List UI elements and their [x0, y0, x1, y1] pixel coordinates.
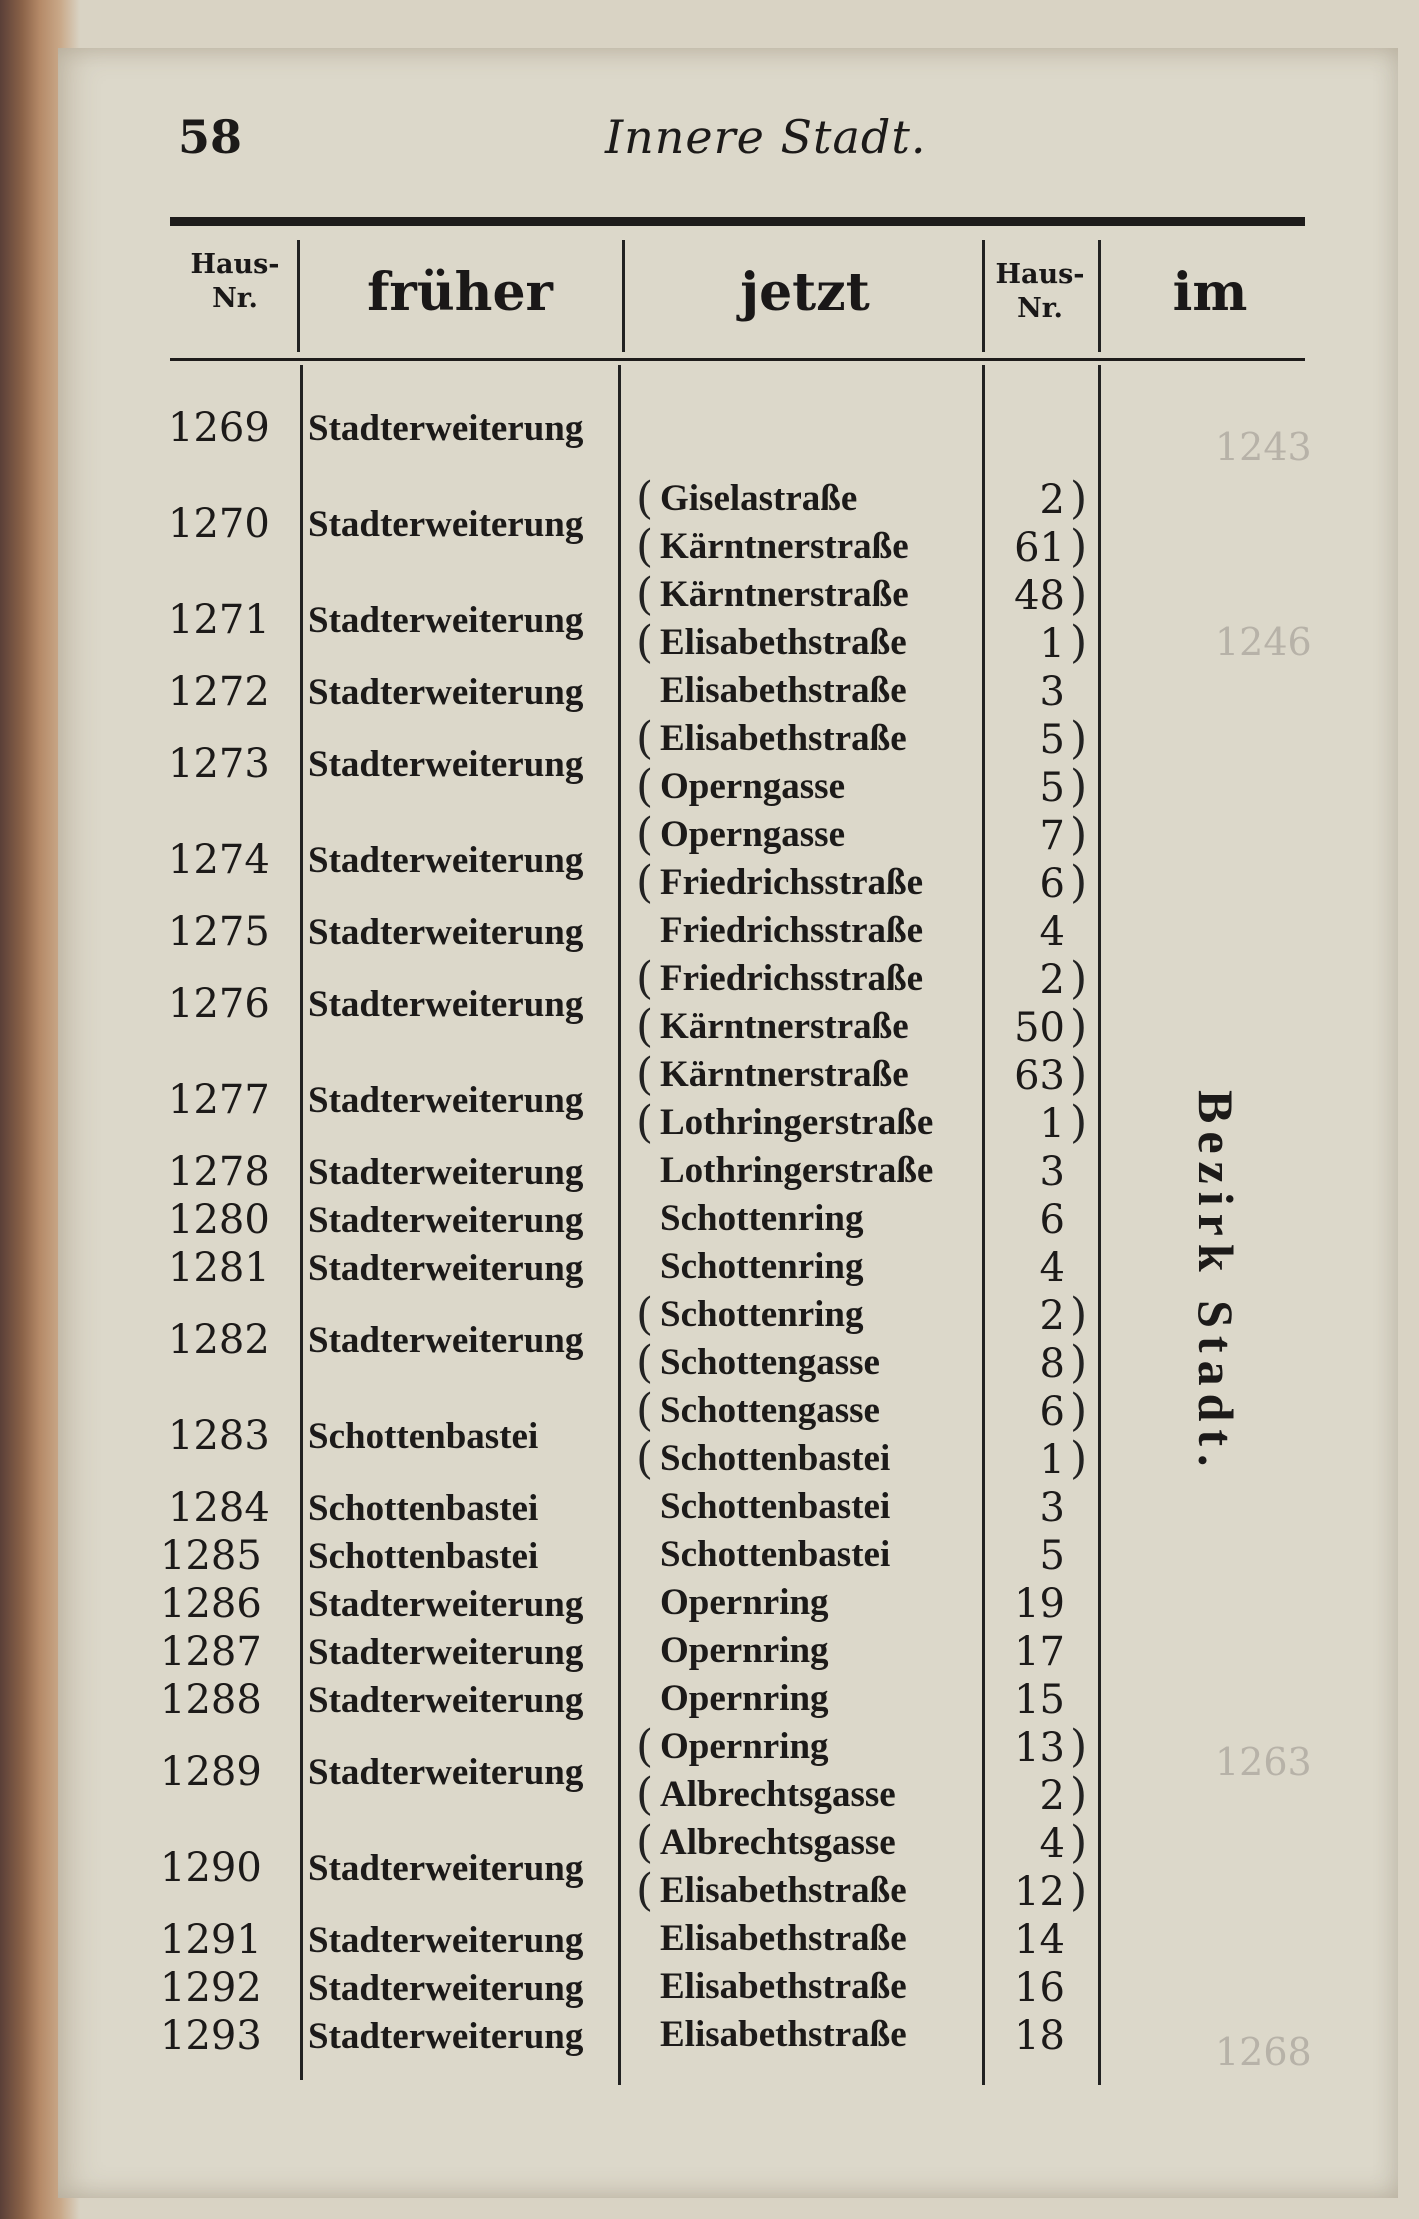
current-house-number: 7 — [1039, 813, 1065, 859]
former-location: Stadterweiterung — [308, 1248, 584, 1289]
house-number-old: 1272 — [168, 669, 270, 715]
current-house-number: 19 — [1014, 1581, 1065, 1627]
current-house-number: 4 — [1039, 1245, 1065, 1291]
former-location: Stadterweiterung — [308, 1152, 584, 1193]
current-house-number: 6 — [1039, 1389, 1065, 1435]
current-street: Giselastraße — [660, 478, 858, 519]
current-house-number: 3 — [1039, 1485, 1065, 1531]
bracket-right-icon: ) — [1070, 1289, 1088, 1340]
house-number-old: 1273 — [168, 741, 270, 787]
former-location: Stadterweiterung — [308, 408, 584, 449]
current-house-number: 4 — [1039, 1821, 1065, 1867]
bracket-left-icon: ( — [636, 521, 654, 572]
bracket-right-icon: ) — [1070, 1385, 1088, 1436]
current-house-number: 2 — [1039, 477, 1065, 523]
bracket-left-icon: ( — [636, 953, 654, 1004]
bracket-right-icon: ) — [1070, 1001, 1088, 1052]
current-street: Schottengasse — [660, 1342, 880, 1383]
bracket-right-icon: ) — [1070, 1433, 1088, 1484]
former-location: Schottenbastei — [308, 1488, 539, 1529]
current-house-number: 2 — [1039, 1773, 1065, 1819]
header-hausnr: Haus- Nr. — [190, 249, 280, 314]
current-house-number: 3 — [1039, 1149, 1065, 1195]
header-bottom-rule — [170, 358, 1305, 361]
current-house-number: 4 — [1039, 909, 1065, 955]
former-location: Stadterweiterung — [308, 1200, 584, 1241]
former-location: Stadterweiterung — [308, 744, 584, 785]
former-location: Stadterweiterung — [308, 1320, 584, 1361]
house-number-old: 1286 — [160, 1581, 262, 1627]
bracket-left-icon: ( — [636, 617, 654, 668]
house-number-old: 1283 — [168, 1413, 270, 1459]
current-house-number: 2 — [1039, 1293, 1065, 1339]
bracket-left-icon: ( — [636, 1049, 654, 1100]
house-number-old: 1275 — [168, 909, 270, 955]
former-location: Stadterweiterung — [308, 984, 584, 1025]
house-number-old: 1282 — [168, 1317, 270, 1363]
current-street: Friedrichsstraße — [660, 958, 924, 999]
house-number-old: 1285 — [160, 1533, 262, 1579]
bracket-right-icon: ) — [1070, 761, 1088, 812]
current-street: Elisabethstraße — [660, 670, 907, 711]
current-street: Elisabethstraße — [660, 1918, 907, 1959]
column-divider-1 — [300, 365, 303, 2080]
bracket-left-icon: ( — [636, 1289, 654, 1340]
house-number-old: 1289 — [160, 1749, 262, 1795]
bracket-right-icon: ) — [1070, 521, 1088, 572]
bracket-right-icon: ) — [1070, 713, 1088, 764]
house-number-old: 1288 — [160, 1677, 262, 1723]
bracket-left-icon: ( — [636, 1433, 654, 1484]
current-house-number: 5 — [1039, 765, 1065, 811]
current-house-number: 2 — [1039, 957, 1065, 1003]
house-number-old: 1284 — [168, 1485, 270, 1531]
current-street: Elisabethstraße — [660, 2014, 907, 2055]
current-house-number: 6 — [1039, 861, 1065, 907]
current-street: Schottenring — [660, 1294, 864, 1335]
house-number-old: 1278 — [168, 1149, 270, 1195]
current-street: Kärntnerstraße — [660, 526, 909, 567]
current-house-number: 63 — [1014, 1053, 1065, 1099]
former-location: Stadterweiterung — [308, 2016, 584, 2057]
bracket-left-icon: ( — [636, 809, 654, 860]
current-street: Elisabethstraße — [660, 1966, 907, 2007]
house-number-old: 1277 — [168, 1077, 270, 1123]
bracket-right-icon: ) — [1070, 1049, 1088, 1100]
bracket-right-icon: ) — [1070, 1865, 1088, 1916]
running-title: Innere Stadt. — [605, 110, 927, 164]
house-number-old: 1270 — [168, 501, 270, 547]
bracket-left-icon: ( — [636, 1337, 654, 1388]
current-street: Schottenring — [660, 1198, 864, 1239]
former-location: Schottenbastei — [308, 1536, 539, 1577]
side-label: Bezirk Stadt. — [1188, 1090, 1244, 1475]
current-house-number: 12 — [1014, 1869, 1065, 1915]
former-location: Stadterweiterung — [308, 1848, 584, 1889]
house-number-old: 1287 — [160, 1629, 262, 1675]
current-street: Lothringerstraße — [660, 1102, 934, 1143]
current-street: Friedrichsstraße — [660, 862, 924, 903]
current-street: Opernring — [660, 1630, 829, 1671]
bracket-right-icon: ) — [1070, 617, 1088, 668]
header-jetzt: jetzt — [740, 262, 870, 323]
current-house-number: 5 — [1039, 717, 1065, 763]
current-house-number: 1 — [1039, 1437, 1065, 1483]
house-number-old: 1281 — [168, 1245, 270, 1291]
house-number-old: 1276 — [168, 981, 270, 1027]
header-top-rule — [170, 217, 1305, 226]
bracket-left-icon: ( — [636, 473, 654, 524]
current-street: Schottenbastei — [660, 1486, 891, 1527]
bracket-right-icon: ) — [1070, 1721, 1088, 1772]
bracket-right-icon: ) — [1070, 1097, 1088, 1148]
current-house-number: 50 — [1014, 1005, 1065, 1051]
current-street: Kärntnerstraße — [660, 1054, 909, 1095]
former-location: Stadterweiterung — [308, 1968, 584, 2009]
bracket-right-icon: ) — [1070, 569, 1088, 620]
current-street: Schottenbastei — [660, 1534, 891, 1575]
bracket-right-icon: ) — [1070, 953, 1088, 1004]
bracket-left-icon: ( — [636, 1385, 654, 1436]
column-divider-2 — [618, 365, 621, 2085]
header-im: im — [1172, 262, 1248, 323]
former-location: Stadterweiterung — [308, 672, 584, 713]
bracket-left-icon: ( — [636, 1865, 654, 1916]
bracket-left-icon: ( — [636, 713, 654, 764]
former-location: Stadterweiterung — [308, 1752, 584, 1793]
current-house-number: 48 — [1014, 573, 1065, 619]
former-location: Stadterweiterung — [308, 1680, 584, 1721]
bracket-left-icon: ( — [636, 1817, 654, 1868]
current-house-number: 1 — [1039, 1101, 1065, 1147]
house-number-old: 1291 — [160, 1917, 262, 1963]
current-street: Schottengasse — [660, 1390, 880, 1431]
former-location: Stadterweiterung — [308, 1632, 584, 1673]
former-location: Stadterweiterung — [308, 912, 584, 953]
column-divider-4 — [1098, 365, 1101, 2085]
header-divider-4 — [1098, 240, 1101, 352]
current-house-number: 5 — [1039, 1533, 1065, 1579]
header-hausnr-2: Haus- Nr. — [995, 259, 1085, 324]
house-number-old: 1274 — [168, 837, 270, 883]
bracket-left-icon: ( — [636, 1721, 654, 1772]
header-divider-3 — [982, 240, 985, 352]
bracket-left-icon: ( — [636, 1001, 654, 1052]
current-house-number: 3 — [1039, 669, 1065, 715]
bracket-left-icon: ( — [636, 857, 654, 908]
bracket-left-icon: ( — [636, 761, 654, 812]
former-location: Stadterweiterung — [308, 600, 584, 641]
current-house-number: 13 — [1014, 1725, 1065, 1771]
current-street: Albrechtsgasse — [660, 1822, 896, 1863]
current-street: Elisabethstraße — [660, 622, 907, 663]
current-house-number: 8 — [1039, 1341, 1065, 1387]
current-house-number: 1 — [1039, 621, 1065, 667]
house-number-old: 1292 — [160, 1965, 262, 2011]
bracket-left-icon: ( — [636, 1097, 654, 1148]
house-number-old: 1271 — [168, 597, 270, 643]
house-number-old: 1269 — [168, 405, 270, 451]
current-house-number: 14 — [1014, 1917, 1065, 1963]
current-house-number: 16 — [1014, 1965, 1065, 2011]
current-street: Lothringerstraße — [660, 1150, 934, 1191]
former-location: Stadterweiterung — [308, 1080, 584, 1121]
former-location: Stadterweiterung — [308, 504, 584, 545]
house-number-old: 1280 — [168, 1197, 270, 1243]
bracket-right-icon: ) — [1070, 857, 1088, 908]
bracket-right-icon: ) — [1070, 1817, 1088, 1868]
header-divider-1 — [297, 240, 300, 352]
current-street: Operngasse — [660, 766, 845, 807]
header-frueher: früher — [367, 262, 553, 323]
current-house-number: 17 — [1014, 1629, 1065, 1675]
current-house-number: 18 — [1014, 2013, 1065, 2059]
current-street: Elisabethstraße — [660, 718, 907, 759]
bracket-right-icon: ) — [1070, 1769, 1088, 1820]
former-location: Stadterweiterung — [308, 1920, 584, 1961]
current-street: Kärntnerstraße — [660, 1006, 909, 1047]
current-street: Albrechtsgasse — [660, 1774, 896, 1815]
former-location: Stadterweiterung — [308, 1584, 584, 1625]
header-divider-2 — [622, 240, 625, 352]
former-location: Schottenbastei — [308, 1416, 539, 1457]
current-house-number: 61 — [1014, 525, 1065, 571]
current-street: Opernring — [660, 1726, 829, 1767]
current-house-number: 6 — [1039, 1197, 1065, 1243]
bracket-left-icon: ( — [636, 569, 654, 620]
current-street: Kärntnerstraße — [660, 574, 909, 615]
house-number-old: 1290 — [160, 1845, 262, 1891]
current-street: Opernring — [660, 1582, 829, 1623]
bracket-right-icon: ) — [1070, 1337, 1088, 1388]
house-number-old: 1293 — [160, 2013, 262, 2059]
current-street: Schottenbastei — [660, 1438, 891, 1479]
page-number: 58 — [178, 110, 243, 164]
current-street: Operngasse — [660, 814, 845, 855]
bracket-right-icon: ) — [1070, 473, 1088, 524]
current-house-number: 15 — [1014, 1677, 1065, 1723]
current-street: Schottenring — [660, 1246, 864, 1287]
current-street: Elisabethstraße — [660, 1870, 907, 1911]
bracket-right-icon: ) — [1070, 809, 1088, 860]
former-location: Stadterweiterung — [308, 840, 584, 881]
bracket-left-icon: ( — [636, 1769, 654, 1820]
current-street: Opernring — [660, 1678, 829, 1719]
current-street: Friedrichsstraße — [660, 910, 924, 951]
